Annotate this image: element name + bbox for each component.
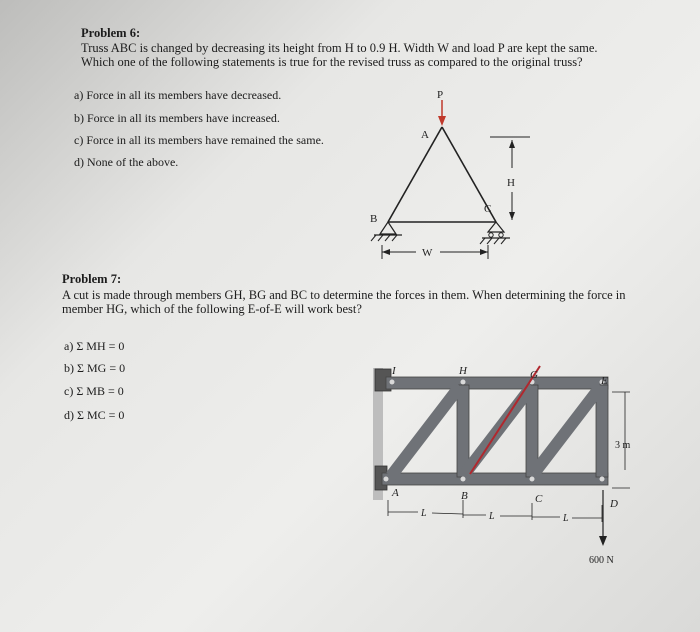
- bottom-chord: [382, 473, 608, 485]
- label-b: B: [370, 213, 378, 225]
- label-e: E: [601, 375, 608, 387]
- label-i: I: [392, 365, 396, 377]
- label-h: H: [507, 177, 515, 189]
- label-a: A: [392, 487, 399, 499]
- label-c: C: [535, 493, 543, 505]
- label-l1: L: [421, 508, 427, 519]
- label-l3: L: [563, 513, 569, 524]
- problem7-option-d: d) Σ MC = 0: [64, 408, 125, 422]
- load-arrowhead: [599, 536, 607, 546]
- problem7-option-b: b) Σ MG = 0: [64, 361, 126, 375]
- label-w: W: [422, 247, 433, 259]
- problem6-option-b: b) Force in all its members have increased.: [74, 111, 280, 125]
- problem6-option-a: a) Force in all its members have decreased.: [74, 88, 282, 102]
- problem6-title: Problem 6:: [81, 26, 141, 40]
- label-h: H: [459, 365, 467, 377]
- label-d: D: [610, 498, 618, 510]
- label-c: C: [484, 203, 492, 215]
- problem7-option-a: a) Σ MH = 0: [64, 339, 125, 353]
- label-load: 600 N: [589, 555, 614, 566]
- problem6-statement-line2: Which one of the following statements is true for the revised truss as compared to the original truss?: [81, 55, 583, 69]
- label-a: A: [421, 129, 429, 141]
- top-chord: [386, 377, 608, 389]
- label-3m: 3 m: [615, 440, 631, 451]
- label-l2: L: [489, 511, 495, 522]
- label-g: G: [530, 369, 538, 381]
- member-ah: [391, 386, 460, 476]
- member-ce: [532, 386, 601, 476]
- problem7-title: Problem 7:: [62, 272, 122, 286]
- label-b: B: [461, 490, 468, 502]
- label-p: P: [437, 89, 444, 101]
- problem6-option-d: d) None of the above.: [74, 155, 179, 169]
- problem6-option-c: c) Force in all its members have remained the same.: [74, 133, 324, 147]
- problem7-option-c: c) Σ MB = 0: [64, 384, 124, 398]
- problem7-statement-line1: A cut is made through members GH, BG and BC to determine the forces in them. When determining the force in: [62, 288, 626, 302]
- problem6-statement-line1: Truss ABC is changed by decreasing its height from H to 0.9 H. Width W and load P are kept the same.: [81, 41, 598, 55]
- problem7-statement-line2: member HG, which of the following E-of-E will work best?: [62, 302, 362, 316]
